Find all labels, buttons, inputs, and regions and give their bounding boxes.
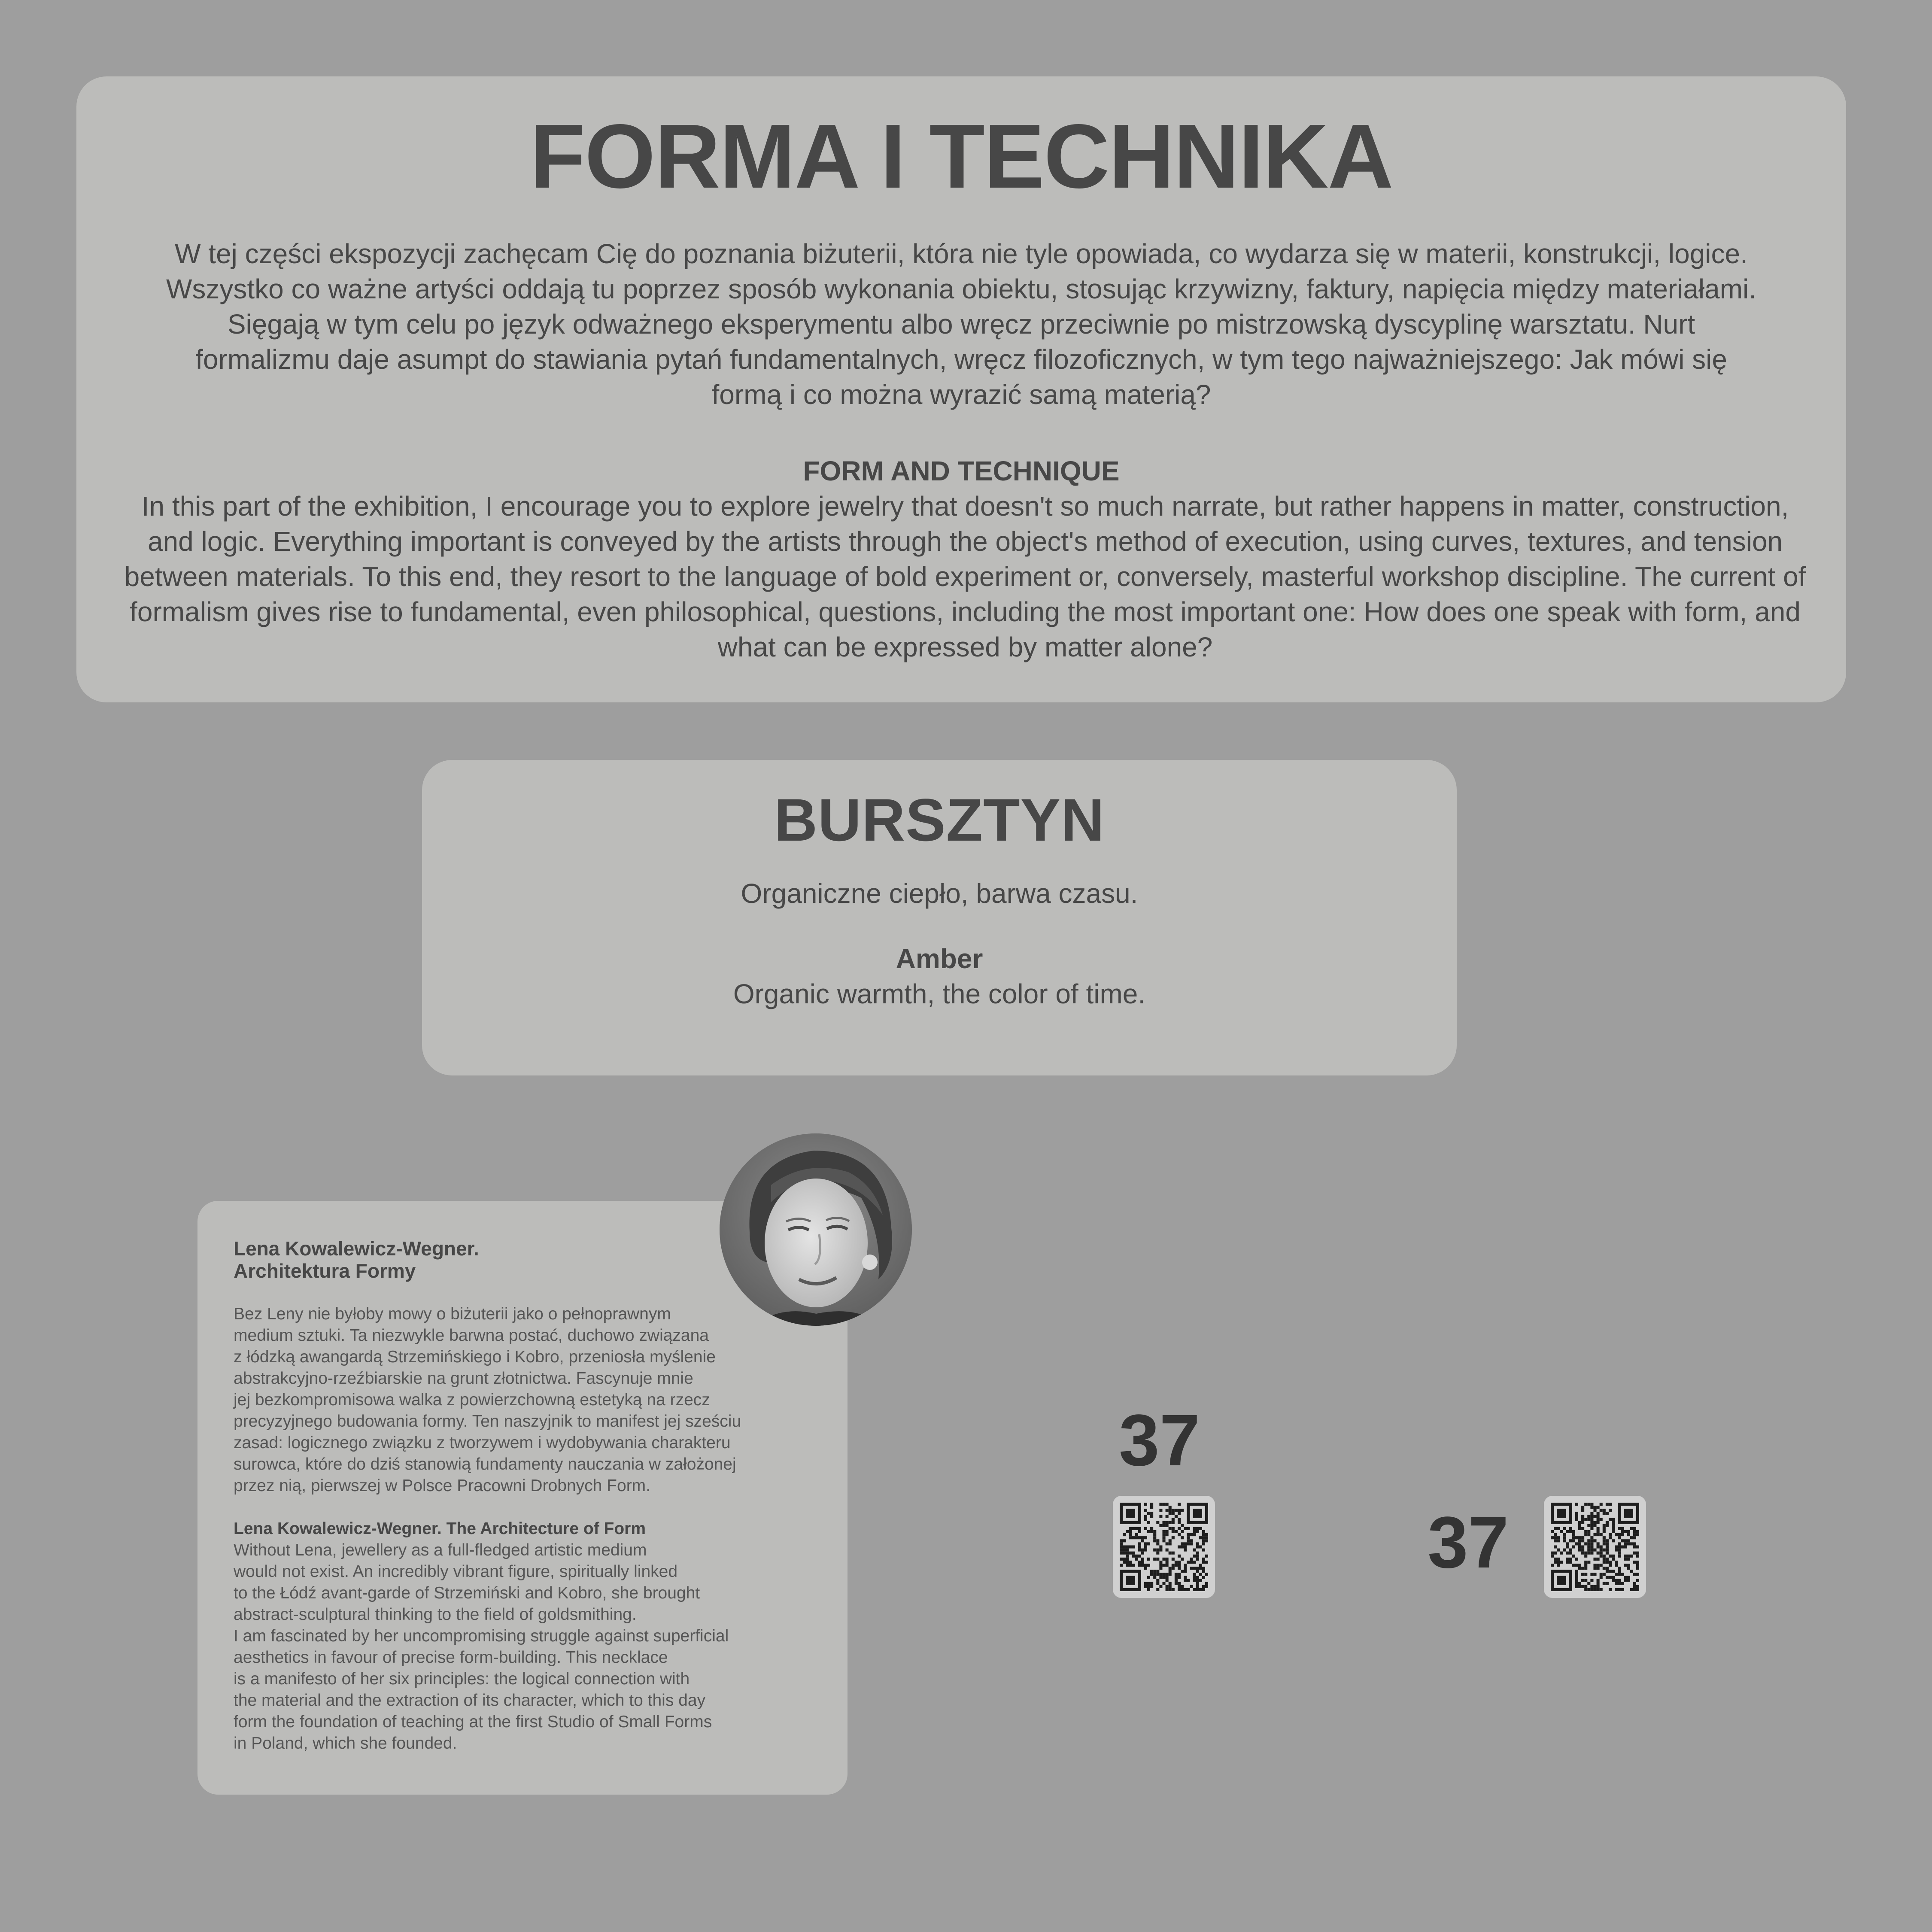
material-subtitle-pl: Organiczne ciepło, barwa czasu. (741, 878, 1138, 909)
intro-panel (76, 76, 1846, 702)
intro-text-pl: W tej części ekspozycji zachęcam Cię do poznania biżuterii, która nie tyle opowiada, co wydarza się w materii, konstrukcji, logice. Wszystko co ważne artyści oddają tu poprzez sposób wykonania obiektu, stosując krzywizny, faktury, napięcia między materiałami. Sięgają w tym celu po język odważnego eksperymentu albo wręcz przeciwnie po mistrzowską dyscyplinę warsztatu. Nurt formalizmu daje asumpt do stawiania pytań fundamentalnych, wręcz filozoficznych, w tym tego najważniejszego: Jak mówi się formą i co można wyrazić samą materią? (166, 238, 1757, 410)
section-title-en: FORM AND TECHNIQUE (803, 456, 1120, 486)
bio-title-en: Lena Kowalewicz-Wegner. The Architecture of Form (234, 1519, 646, 1538)
qr-code[interactable] (1113, 1496, 1215, 1598)
intro-text-en: In this part of the exhibition, I encourage you to explore jewelry that doesn't so much narrate, but rather happens in matter, construction, and logic. Everything important is conveyed by the artists through the object's method of execution, using curves, textures, and tension between materials. To this end, they resort to the language of bold experiment or, conversely, masterful workshop discipline. The current of formalism gives rise to fundamental, even philosophical, questions, including the most important one: How does one speak with form, and what can be expressed by matter alone? (124, 491, 1806, 662)
bio-title-name: Lena Kowalewicz-Wegner. (234, 1237, 479, 1260)
material-subtitle-en: Organic warmth, the color of time. (733, 978, 1146, 1009)
artist-portrait (720, 1133, 912, 1326)
object-number-secondary: 37 (1428, 1502, 1509, 1583)
material-title: BURSZTYN (774, 786, 1105, 854)
material-panel (422, 760, 1457, 1075)
qr-code-secondary[interactable] (1544, 1496, 1646, 1598)
object-number: 37 (1119, 1400, 1200, 1481)
bio-text-en: Without Lena, jewellery as a full-fledged artistic medium would not exist. An incredibly vibrant figure, spiritually linked to the Łódź avant-garde of Strzemiński and Kobro, she brought abstract-sculptural thinking to the field of goldsmithing. I am fascinated by her uncompromising struggle against superficial aesthetics in favour of precise form-building. This necklace is a manifesto of her six principles: the logical connection with the material and the extraction of its character, which to this day form the foundation of teaching at the first Studio of Small Forms in Poland, which she founded. (234, 1541, 729, 1753)
bio-title-subtitle: Architektura Formy (234, 1260, 416, 1282)
material-title-en: Amber (896, 943, 983, 974)
section-title: FORMA I TECHNIKA (530, 105, 1393, 207)
bio-text-pl: Bez Leny nie byłoby mowy o biżuterii jako o pełnoprawnym medium sztuki. Ta niezwykle barwna postać, duchowo związana z łódzką awangardą Strzemińskiego i Kobro, przeniosła myślenie abstrakcyjno-rzeźbiarskie na grunt złotnictwa. Fascynuje mnie jej bezkompromisowa walka z powierzchowną estetyką na rzecz precyzyjnego budowania formy. Ten naszyjnik to manifest jej sześciu zasad: logicznego związku z tworzywem i wydobywania charakteru surowca, które do dziś stanowią fundamenty nauczania w założonej przez nią, pierwszej w Polsce Pracowni Drobnych Form. (234, 1305, 741, 1495)
